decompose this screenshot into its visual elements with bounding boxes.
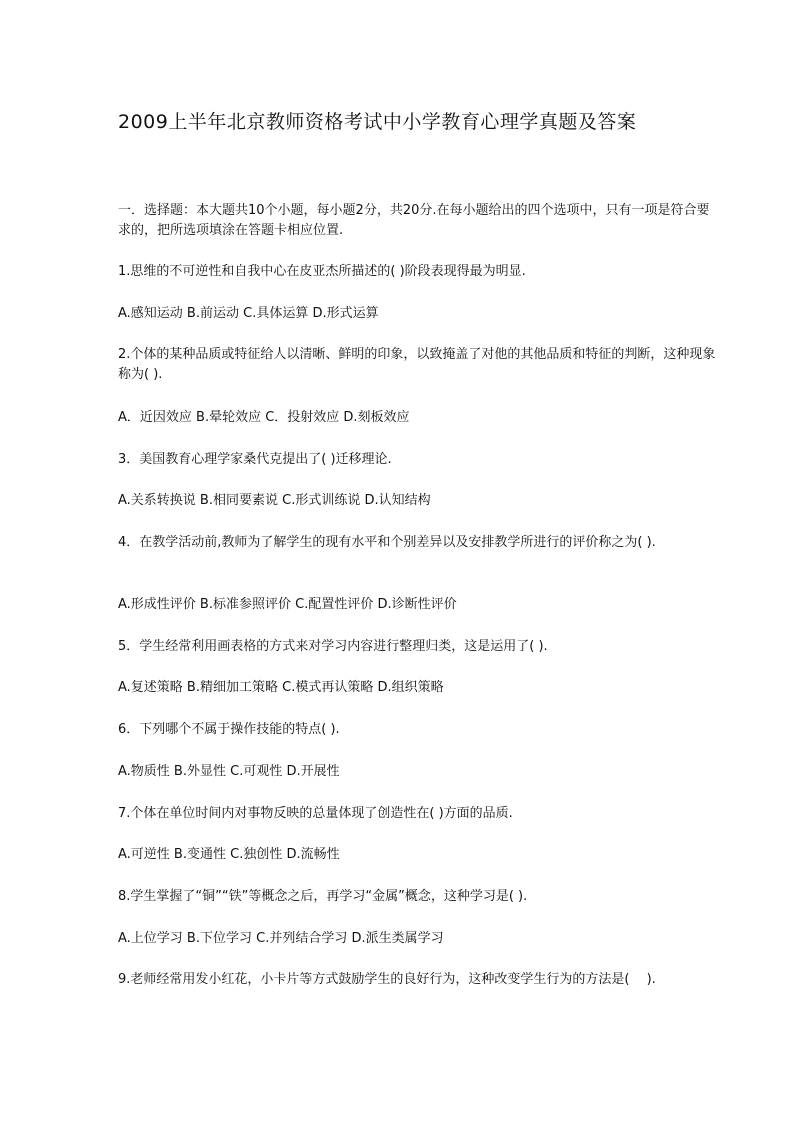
question-7-options: A.可逆性 B.变通性 C.独创性 D.流畅性 (118, 847, 340, 862)
question-5-options: A.复述策略 B.精细加工策略 C.模式再认策略 D.组织策略 (118, 680, 444, 695)
question-9-stem: 9.老师经常用发小红花，小卡片等方式鼓励学生的良好行为，这种改变学生行为的方法是( ). (118, 972, 656, 987)
question-3-stem: 3．美国教育心理学家桑代克提出了( )迁移理论. (118, 452, 392, 467)
question-2-stem: 2.个体的某种品质或特征给人以清晰、鲜明的印象，以致掩盖了对他的其他品质和特征的判断，这种现象称为( ). (118, 347, 716, 382)
question-7-stem: 7.个体在单位时间内对事物反映的总量体现了创造性在( )方面的品质. (118, 806, 513, 821)
question-6-options: A.物质性 B.外显性 C.可观性 D.开展性 (118, 764, 340, 779)
question-3-options: A.关系转换说 B.相同要素说 C.形式训练说 D.认知结构 (118, 493, 431, 508)
question-5-stem: 5．学生经常利用画表格的方式来对学习内容进行整理归类，这是运用了( ). (118, 639, 548, 654)
question-4-stem: 4．在教学活动前,教师为了解学生的现有水平和个别差异以及安排教学所进行的评价称之为( ). (118, 535, 656, 550)
question-1-options: A.感知运动 B.前运动 C.具体运算 D.形式运算 (118, 306, 379, 321)
question-2-options: A．近因效应 B.晕轮效应 C．投射效应 D.刻板效应 (118, 410, 410, 425)
question-1-stem: 1.思维的不可逆性和自我中心在皮亚杰所描述的( )阶段表现得最为明显. (118, 264, 526, 279)
question-6-stem: 6．下列哪个不属于操作技能的特点( ). (118, 722, 340, 737)
document-title: 2009上半年北京教师资格考试中小学教育心理学真题及答案 (118, 111, 637, 133)
question-8-options: A.上位学习 B.下位学习 C.并列结合学习 D.派生类属学习 (118, 931, 444, 946)
question-8-stem: 8.学生掌握了“铜”“铁”等概念之后，再学习“金属”概念，这种学习是( ). (118, 889, 528, 904)
section-intro: 一．选择题：本大题共10个小题，每小题2分，共20分.在每小题给出的四个选项中，只有一项是符合要求的，把所选项填涂在答题卡相应位置. (118, 203, 710, 238)
question-4-options: A.形成性评价 B.标准参照评价 C.配置性评价 D.诊断性评价 (118, 597, 457, 612)
